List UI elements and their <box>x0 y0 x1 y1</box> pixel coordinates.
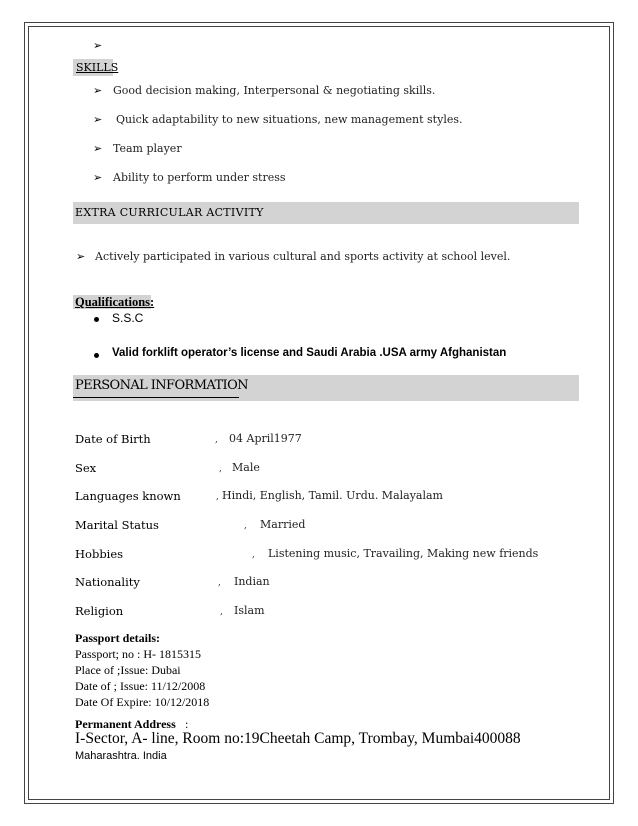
religion-value: Islam <box>234 604 265 617</box>
personal-heading-underline <box>73 397 239 398</box>
dot-bullet-icon <box>94 317 99 322</box>
address-heading-colon: : <box>185 717 189 731</box>
nationality-label: Nationality <box>75 575 140 589</box>
hobbies-value: Listening music, Travailing, Making new friends <box>268 547 539 560</box>
marital-separator: , <box>244 521 247 531</box>
address-line-2: Maharashtra. India <box>75 750 167 762</box>
dob-label: Date of Birth <box>75 432 151 446</box>
skills-heading: SKILLS <box>76 61 119 74</box>
dot-bullet-icon <box>94 353 99 358</box>
skill-item: Team player <box>113 142 182 155</box>
address-line-1: I-Sector, A- line, Room no:19Cheetah Camp, Trombay, Mumbai400088 <box>75 730 521 747</box>
skill-item: Good decision making, Interpersonal & negotiating skills. <box>113 84 436 97</box>
dob-value: 04 April1977 <box>229 432 302 445</box>
passport-line: Place of ;Issue: Dubai <box>75 663 181 677</box>
marital-value: Married <box>260 518 306 531</box>
hobbies-separator: , <box>252 550 255 560</box>
arrow-bullet-icon: ➢ <box>76 250 86 263</box>
arrow-bullet-icon: ➢ <box>93 142 103 155</box>
languages-separator: , <box>216 492 219 502</box>
qualification-item: Valid forklift operator’s license and Saudi Arabia .USA army Afghanistan <box>112 347 507 359</box>
nationality-separator: , <box>218 578 221 588</box>
dob-separator: , <box>215 435 218 445</box>
arrow-bullet-icon: ➢ <box>93 171 103 184</box>
religion-label: Religion <box>75 604 124 618</box>
qualification-item: S.S.C <box>112 311 144 325</box>
address-heading: Permanent Address <box>75 717 176 731</box>
activity-item: Actively participated in various cultural and sports activity at school level. <box>95 250 511 263</box>
arrow-bullet-icon: ➢ <box>93 113 103 126</box>
skill-item: Quick adaptability to new situations, new management styles. <box>116 113 463 126</box>
passport-line: Passport; no : H- 1815315 <box>75 647 201 661</box>
sex-label: Sex <box>75 461 97 475</box>
qualifications-heading: Qualifications: <box>75 295 155 309</box>
hobbies-label: Hobbies <box>75 547 124 561</box>
passport-line: Date Of Expire: 10/12/2018 <box>75 695 210 709</box>
skill-item: Ability to perform under stress <box>113 171 286 184</box>
sex-separator: , <box>219 464 222 474</box>
arrow-bullet-icon: ➢ <box>93 84 103 97</box>
languages-label: Languages known <box>75 489 181 503</box>
passport-heading: Passport details: <box>75 631 160 645</box>
extra-heading: EXTRA CURRICULAR ACTIVITY <box>75 206 264 219</box>
marital-label: Marital Status <box>75 518 159 532</box>
passport-line: Date of ; Issue: 11/12/2008 <box>75 679 206 693</box>
sex-value: Male <box>232 461 260 474</box>
personal-heading: PERSONAL INFORMATION <box>75 378 248 393</box>
languages-value: Hindi, English, Tamil. Urdu. Malayalam <box>222 489 443 502</box>
arrow-bullet-icon: ➢ <box>93 39 103 52</box>
nationality-value: Indian <box>234 575 270 588</box>
religion-separator: , <box>220 607 223 617</box>
